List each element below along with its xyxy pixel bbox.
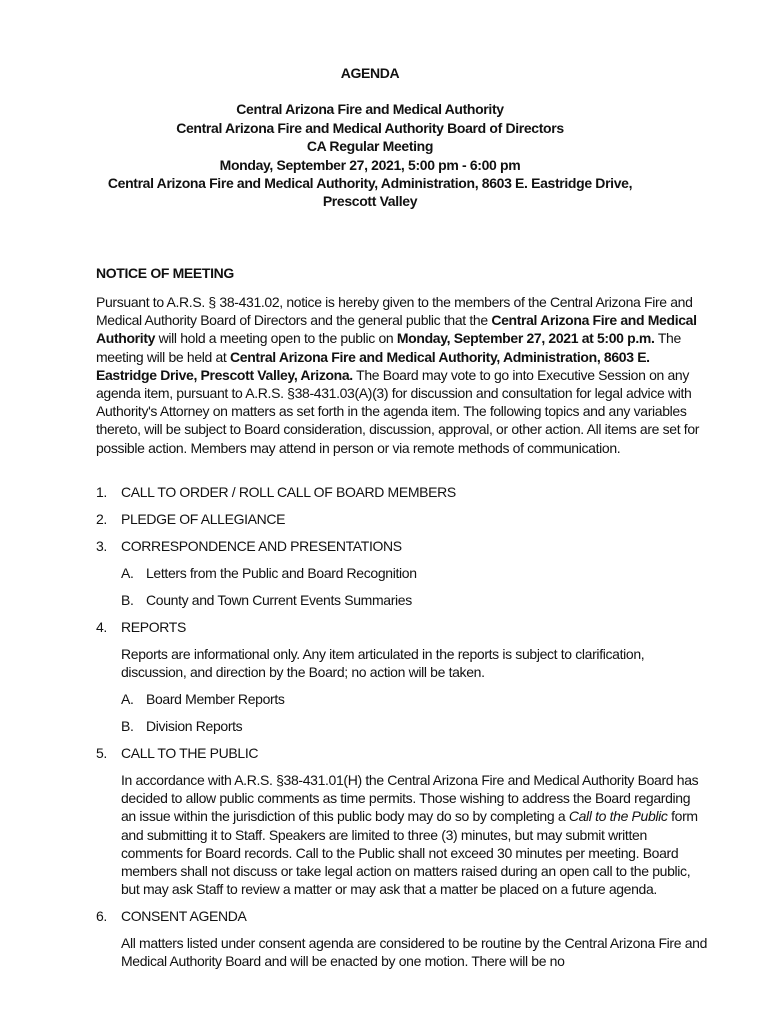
subitem-label: County and Town Current Events Summaries	[146, 592, 412, 608]
notice-text-4: The Board may vote to go into Executive Session on any agenda item, pursuant to A.R.S. §38-431.03(A)(3) for discussion and consultation for legal advice with Authority's Attorney on matters as set forth in the agenda item. The following topics and any variables thereto, will be subject to Board consideration, discussion, approval, or other action. All items are set for possible action. Members may attend in person or via remote methods of communication.	[96, 366, 700, 456]
notice-bold-2: Monday, September 27, 2021 at 5:00 p.m.	[396, 330, 655, 347]
notice-text-1: Pursuant to A.R.S. § 38-431.02, notice is hereby given to the members of the Central Arizona Fire and Medical Authority Board of Directors and the general public that the	[96, 294, 693, 329]
item-number: 3.	[96, 538, 107, 554]
subitem-letter: B.	[121, 718, 134, 734]
notice-paragraph	[96, 293, 708, 457]
notice-text-3: The meeting will be held at	[96, 330, 681, 365]
agenda-items	[96, 483, 708, 979]
agenda-item-3	[96, 537, 708, 555]
subitem-4a	[121, 690, 708, 708]
subitem-label: Board Member Reports	[146, 691, 285, 707]
agenda-item-6	[96, 907, 708, 925]
subitem-letter: A.	[121, 691, 134, 707]
item-number: 4.	[96, 619, 107, 635]
subitem-label: Division Reports	[146, 718, 243, 734]
meeting-type: CA Regular Meeting	[306, 138, 434, 155]
subitem-4b	[121, 717, 708, 735]
public-text-2: form and submitting it to Staff. Speakers are limited to three (3) minutes, but may submit written comments for Board records. Call to the Public shall not exceed 30 minutes per meeting. Board members shall not discuss or take legal action on matters raised during an open call to the public, but may ask Staff to review a matter or may ask that a matter be placed on a future agenda.	[121, 808, 698, 898]
public-italic: Call to the Public	[568, 808, 668, 825]
call-to-public-description	[121, 771, 708, 898]
consent-description: All matters listed under consent agenda are considered to be routine by the Central Arizona Fire and Medical Authority Board and will be enacted by one motion. There will be no	[121, 935, 708, 970]
subitem-letter: A.	[121, 565, 134, 581]
item-number: 5.	[96, 745, 107, 761]
notice-bold-3: Central Arizona Fire and Medical Authority, Administration, 8603 E. Eastridge Drive, Prescott Valley, Arizona.	[96, 348, 650, 383]
item-label: CORRESPONDENCE AND PRESENTATIONS	[121, 538, 402, 554]
board-name: Central Arizona Fire and Medical Authority Board of Directors	[176, 119, 564, 136]
item-label: CALL TO THE PUBLIC	[121, 745, 259, 761]
org-name: Central Arizona Fire and Medical Authority	[236, 101, 504, 118]
agenda-item-5	[96, 744, 708, 762]
item-number: 1.	[96, 484, 107, 500]
meeting-location: Central Arizona Fire and Medical Authority, Administration, 8603 E. Eastridge Drive,	[107, 175, 633, 192]
reports-description: Reports are informational only. Any item articulated in the reports is subject to clarification, discussion, and direction by the Board; no action will be taken.	[121, 646, 645, 681]
item-label: CALL TO ORDER / ROLL CALL OF BOARD MEMBERS	[121, 484, 456, 500]
item-number: 6.	[96, 908, 107, 925]
agenda-item-2	[96, 510, 708, 528]
meeting-datetime: Monday, September 27, 2021, 5:00 pm - 6:00 pm	[219, 156, 521, 173]
meeting-city: Prescott Valley	[322, 193, 418, 210]
agenda-title: AGENDA	[340, 65, 400, 81]
item-label: REPORTS	[121, 619, 186, 635]
notice-text-2: will hold a meeting open to the public on	[155, 330, 397, 347]
notice-bold-1: Central Arizona Fire and Medical Authority	[96, 312, 697, 347]
agenda-item-1	[96, 483, 708, 501]
notice-heading: NOTICE OF MEETING	[96, 265, 234, 281]
agenda-header	[60, 64, 680, 211]
item-label: PLEDGE OF ALLEGIANCE	[121, 511, 286, 527]
agenda-item-4	[96, 618, 708, 636]
subitem-label: Letters from the Public and Board Recognition	[146, 565, 417, 581]
item-label: CONSENT AGENDA	[121, 908, 247, 925]
subitem-3b	[121, 591, 708, 609]
item-number: 2.	[96, 511, 107, 527]
public-text-1: In accordance with A.R.S. §38-431.01(H) the Central Arizona Fire and Medical Authority Board has decided to allow public comments as time permits. Those wishing to address the Board regarding an issue within the jurisdiction of this public body may do so by completing a	[121, 772, 699, 825]
subitem-3a	[121, 564, 708, 582]
subitem-letter: B.	[121, 592, 134, 608]
